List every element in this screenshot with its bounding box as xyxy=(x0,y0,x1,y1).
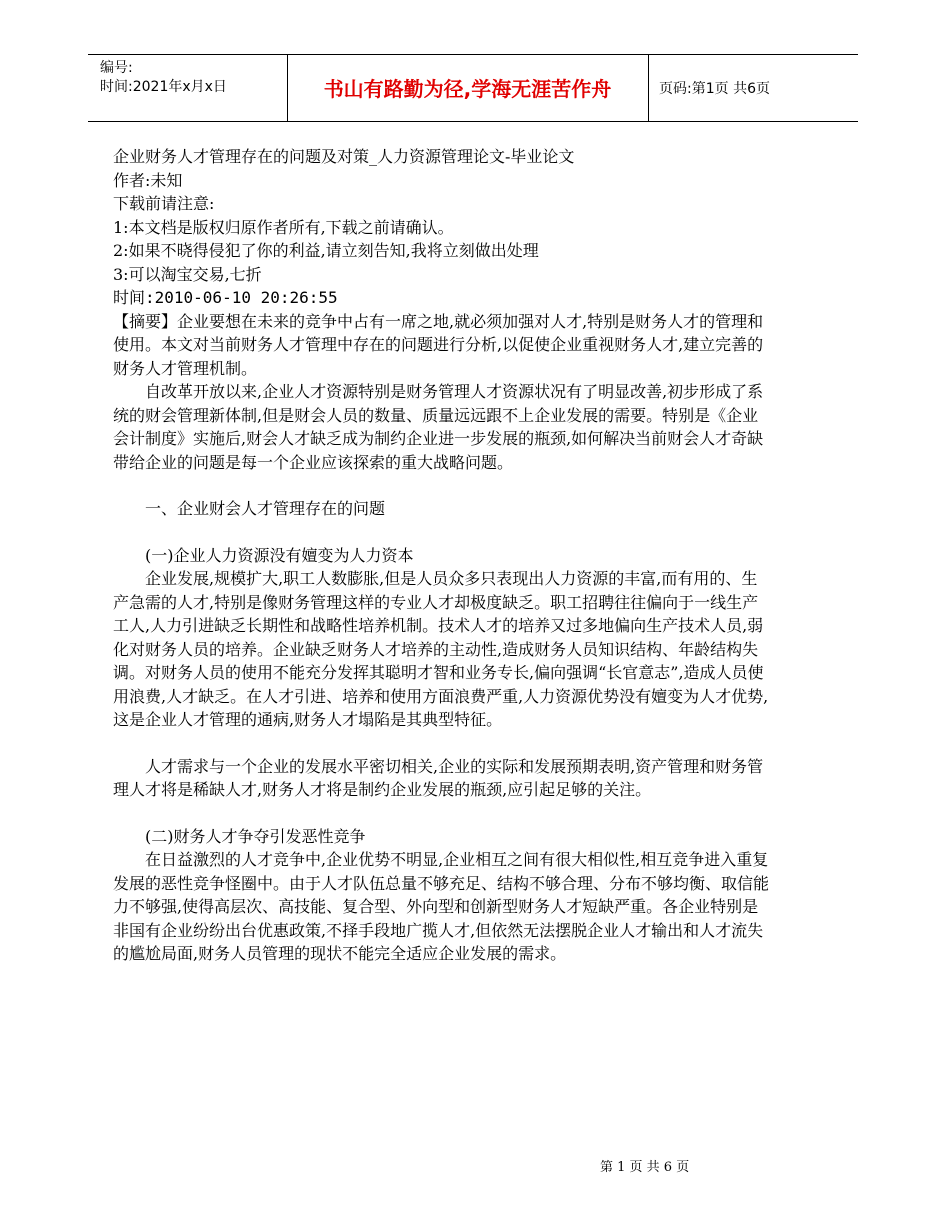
download-notice-heading: 下载前请注意: xyxy=(113,194,215,213)
subsection-heading-2: (二)财务人才争夺引发恶性竞争 xyxy=(145,826,366,846)
header-motto: 书山有路勤为径,学海无涯苦作舟 xyxy=(323,77,612,101)
download-notice-2: 2:如果不晓得侵犯了你的利益,请立刻告知,我将立刻做出处理 xyxy=(113,241,539,260)
download-notice-1: 1:本文档是版权归原作者所有,下载之前请确认。 xyxy=(113,217,454,237)
paragraph-3: 在日益激烈的人才竞争中,企业优势不明显,企业相互之间有很大相似性,相互竞争进入重复发展的恶性竞争怪圈中。由于人才队伍总量不够充足、结构不够合理、分布不够均衡、取信能力不够强,使得高层次、高技能、复合型、外向型和创新型财务人才短缺严重。各企业特别是非国有企业纷纷出台优惠政策,不择手段地广揽人才,但依然无法摆脱企业人才输出和人才流失的尴尬局面,财务人员管理的现状不能完全适应企业发展的需求。 xyxy=(113,850,770,963)
article-time: 时间:2010-06-10 20:26:55 xyxy=(113,288,338,307)
paragraph-1: 企业发展,规模扩大,职工人数膨胀,但是人员众多只表现出人力资源的丰富,而有用的、生产急需的人才,特别是像财务管理这样的专业人才却极度缺乏。职工招聘往往偏向于一线生产工人,人力引进缺乏长期性和战略性培养机制。技术人才的培养又过多地偏向生产技术人员,弱化对财务人员的培养。企业缺乏财务人才培养的主动性,造成财务人员知识结构、年龄结构失调。对财务人员的使用不能充分发挥其聪明才智和业务专长,偏向强调“长官意志”,造成人员使用浪费,人才缺乏。在人才引进、培养和使用方面浪费严重,人力资源优势没有嬗变为人才优势,这是企业人才管理的通病,财务人才塌陷是其典型特征。 xyxy=(113,569,769,729)
header-top-rule xyxy=(88,54,858,55)
abstract: 【摘要】企业要想在未来的竞争中占有一席之地,就必须加强对人才,特别是财务人才的管理和使用。本文对当前财务人才管理中存在的问题进行分析,以促使企业重视财务人才,建立完善的财务人才管理机制。 xyxy=(113,311,764,378)
document-body xyxy=(113,145,770,966)
subsection-heading-1: (一)企业人力资源没有嬗变为人力资本 xyxy=(145,545,414,565)
paragraph-2: 人才需求与一个企业的发展水平密切相关,企业的实际和发展预期表明,资产管理和财务管理人才将是稀缺人才,财务人才将是制约企业发展的瓶颈,应引起足够的关注。 xyxy=(113,756,764,799)
intro-paragraph: 自改革开放以来,企业人才资源特别是财务管理人才资源状况有了明显改善,初步形成了系统的财会管理新体制,但是财会人员的数量、质量远远跟不上企业发展的需要。特别是《企业会计制度》实施后,财会人才缺乏成为制约企业进一步发展的瓶颈,如何解决当前财会人才奇缺带给企业的问题是每一个企业应该探索的重大战略问题。 xyxy=(113,382,764,472)
header-divider-right xyxy=(648,54,649,122)
download-notice-3: 3:可以淘宝交易,七折 xyxy=(113,264,262,284)
header-page-number: 页码:第1页 共6页 xyxy=(659,81,770,97)
header-bottom-rule xyxy=(88,121,858,122)
footer-page-number: 第 1 页 共 6 页 xyxy=(600,1160,690,1175)
doc-number-label: 编号: xyxy=(100,60,133,76)
article-title: 企业财务人才管理存在的问题及对策_人力资源管理论文-毕业论文 xyxy=(113,147,575,166)
section-heading-1: 一、企业财会人才管理存在的问题 xyxy=(145,499,386,518)
article-author: 作者:未知 xyxy=(113,170,183,190)
header-time: 时间:2021年x月x日 xyxy=(100,79,227,95)
